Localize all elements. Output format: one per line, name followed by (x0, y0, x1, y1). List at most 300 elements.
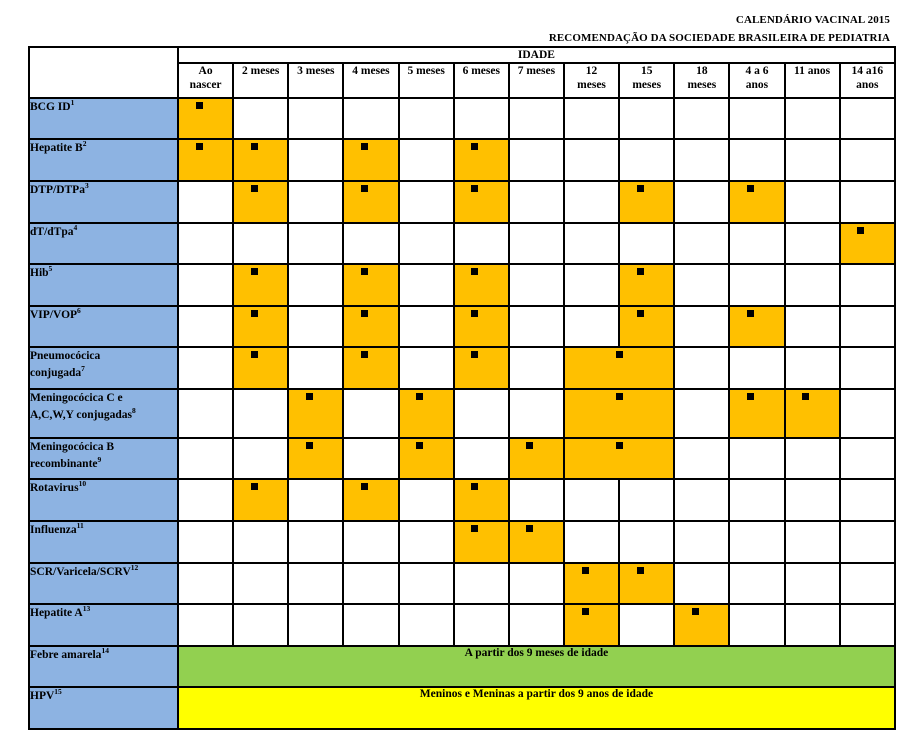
empty-cell (178, 604, 233, 646)
vaccine-row (29, 604, 895, 646)
empty-cell (233, 438, 288, 480)
dose-cell (288, 389, 343, 438)
vaccine-name-cell (29, 687, 178, 729)
empty-cell (178, 347, 233, 389)
dose-marker-icon (637, 268, 644, 275)
dose-cell (343, 479, 398, 521)
footnote-ref: 14 (101, 645, 109, 655)
empty-cell (509, 479, 564, 521)
empty-cell (399, 604, 454, 646)
empty-cell (178, 306, 233, 348)
dose-marker-icon (416, 393, 423, 400)
empty-cell (674, 98, 729, 140)
empty-cell (509, 139, 564, 181)
empty-cell (674, 223, 729, 265)
vaccine-row (29, 223, 895, 265)
empty-cell (674, 563, 729, 605)
empty-cell (454, 389, 509, 438)
dose-marker-icon (361, 351, 368, 358)
dose-marker-icon (361, 310, 368, 317)
empty-cell (343, 563, 398, 605)
empty-cell (288, 563, 343, 605)
vaccine-name-text: Influenza (30, 523, 77, 536)
empty-cell (785, 479, 840, 521)
age-label: 6 meses (462, 65, 500, 78)
page-subtitle: RECOMENDAÇÃO DA SOCIEDADE BRASILEIRA DE PEDIATRIA (548, 32, 890, 44)
empty-cell (288, 98, 343, 140)
footnote-ref: 9 (97, 454, 102, 464)
dose-marker-icon (802, 393, 809, 400)
vaccine-name-text: DTP/DTPa (30, 183, 85, 196)
dose-cell (233, 139, 288, 181)
dose-marker-icon (251, 185, 258, 192)
age-label: Ao (198, 65, 213, 78)
vaccine-row (29, 563, 895, 605)
age-header-cell (564, 63, 619, 98)
empty-cell (343, 223, 398, 265)
age-header-cell (454, 63, 509, 98)
dose-marker-icon (471, 143, 478, 150)
age-label: 5 meses (407, 65, 445, 78)
vaccine-name-cell (29, 646, 178, 688)
dose-cell (178, 98, 233, 140)
dose-marker-icon (471, 185, 478, 192)
age-header-cell (343, 63, 398, 98)
dose-cell (343, 264, 398, 306)
empty-cell (454, 563, 509, 605)
empty-cell (564, 264, 619, 306)
vaccine-name-text: recombinante (30, 457, 98, 470)
empty-cell (233, 389, 288, 438)
vaccine-name-cell (29, 438, 178, 480)
empty-cell (619, 521, 674, 563)
vaccine-name-cell (29, 347, 178, 389)
empty-cell (454, 223, 509, 265)
empty-cell (399, 479, 454, 521)
age-label: anos (745, 79, 769, 92)
vaccine-name-text: Meningocócica C e (30, 392, 123, 404)
dose-cell (785, 389, 840, 438)
age-header-cell (288, 63, 343, 98)
empty-cell (178, 563, 233, 605)
age-header-cell (509, 63, 564, 98)
vaccine-row (29, 347, 895, 389)
empty-cell (288, 223, 343, 265)
dose-marker-icon (306, 393, 313, 400)
age-header-cell (729, 63, 784, 98)
dose-cell (564, 438, 674, 480)
calendar-body (29, 47, 895, 729)
vaccine-name-text: dT/dTpa (30, 225, 74, 238)
empty-cell (840, 264, 895, 306)
empty-cell (840, 389, 895, 438)
empty-cell (454, 604, 509, 646)
empty-cell (399, 98, 454, 140)
footnote-ref: 10 (78, 479, 87, 489)
dose-cell (343, 181, 398, 223)
dose-marker-icon (637, 567, 644, 574)
dose-marker-icon (471, 525, 478, 532)
dose-cell (178, 139, 233, 181)
empty-cell (454, 438, 509, 480)
dose-marker-icon (471, 483, 478, 490)
empty-cell (233, 98, 288, 140)
age-range-band: Meninos e Meninas a partir dos 9 anos de idade (178, 687, 895, 729)
empty-cell (509, 223, 564, 265)
dose-cell (233, 181, 288, 223)
empty-cell (785, 139, 840, 181)
empty-cell (840, 521, 895, 563)
vaccine-row (29, 646, 895, 688)
vaccine-name-cell (29, 98, 178, 140)
dose-cell (288, 438, 343, 480)
empty-cell (178, 389, 233, 438)
vaccine-name-text: conjugada (30, 367, 82, 380)
empty-cell (343, 604, 398, 646)
age-range-band: A partir dos 9 meses de idade (178, 646, 895, 688)
vaccine-row (29, 438, 895, 480)
empty-cell (509, 306, 564, 348)
vaccine-name-cell (29, 389, 178, 438)
empty-cell (729, 347, 784, 389)
footnote-ref: 1 (70, 97, 75, 107)
dose-marker-icon (471, 351, 478, 358)
dose-cell (564, 347, 674, 389)
dose-cell (564, 563, 619, 605)
empty-cell (288, 139, 343, 181)
idade-header-row (29, 47, 895, 63)
vaccine-name-text: Rotavirus (30, 482, 79, 495)
empty-cell (785, 264, 840, 306)
age-label: 4 a 6 (745, 65, 769, 78)
empty-cell (288, 479, 343, 521)
age-label: 7 meses (517, 65, 556, 78)
vaccine-name-text: BCG ID (30, 100, 71, 113)
dose-marker-icon (361, 483, 368, 490)
vaccine-name-text: Febre amarela (30, 648, 102, 661)
dose-cell (399, 389, 454, 438)
age-header-cell (178, 63, 233, 98)
empty-cell (619, 98, 674, 140)
empty-cell (399, 521, 454, 563)
age-header-cell (674, 63, 729, 98)
empty-cell (674, 438, 729, 480)
empty-cell (509, 563, 564, 605)
empty-cell (729, 563, 784, 605)
dose-cell (454, 347, 509, 389)
empty-cell (674, 139, 729, 181)
dose-marker-icon (616, 393, 623, 400)
empty-cell (729, 98, 784, 140)
footnote-ref: 3 (84, 180, 89, 190)
dose-marker-icon (251, 310, 258, 317)
empty-cell (840, 306, 895, 348)
age-label: 18 (696, 65, 708, 78)
vaccine-name-cell (29, 604, 178, 646)
dose-cell (343, 347, 398, 389)
dose-cell (729, 306, 784, 348)
footnote-ref: 5 (48, 264, 53, 274)
dose-cell (564, 604, 619, 646)
dose-marker-icon (416, 442, 423, 449)
empty-cell (233, 521, 288, 563)
dose-marker-icon (251, 483, 258, 490)
vaccine-row (29, 306, 895, 348)
dose-marker-icon (471, 310, 478, 317)
age-label: meses (632, 79, 662, 92)
dose-cell (509, 521, 564, 563)
empty-cell (840, 563, 895, 605)
dose-cell (233, 347, 288, 389)
empty-cell (729, 139, 784, 181)
dose-cell (674, 604, 729, 646)
dose-cell (619, 306, 674, 348)
footnote-ref: 13 (82, 604, 91, 614)
vaccine-row (29, 181, 895, 223)
idade-header: IDADE (178, 47, 895, 63)
vaccine-name-text: Pneumocócica (30, 350, 101, 363)
empty-cell (785, 347, 840, 389)
empty-cell (785, 604, 840, 646)
dose-marker-icon (196, 143, 203, 150)
empty-cell (233, 223, 288, 265)
empty-cell (840, 604, 895, 646)
dose-marker-icon (361, 143, 368, 150)
vaccine-name-text: VIP/VOP (30, 308, 78, 321)
age-header-cell (233, 63, 288, 98)
empty-cell (288, 347, 343, 389)
dose-cell (233, 264, 288, 306)
empty-cell (785, 438, 840, 480)
age-label: 3 meses (297, 65, 335, 78)
dose-marker-icon (637, 185, 644, 192)
dose-cell (564, 389, 674, 438)
dose-cell (343, 139, 398, 181)
empty-cell (674, 264, 729, 306)
age-label: 14 a16 (851, 65, 884, 78)
empty-cell (509, 604, 564, 646)
dose-cell (233, 306, 288, 348)
dose-marker-icon (692, 608, 699, 615)
dose-cell (233, 479, 288, 521)
dose-marker-icon (526, 525, 533, 532)
footnote-ref: 6 (77, 305, 81, 315)
dose-cell (729, 389, 784, 438)
empty-cell (619, 479, 674, 521)
vaccine-row (29, 139, 895, 181)
age-label: 12 (585, 65, 598, 78)
age-header-cell (399, 63, 454, 98)
dose-marker-icon (616, 442, 623, 449)
dose-marker-icon (306, 442, 313, 449)
age-label: nascer (189, 79, 222, 92)
vaccine-row (29, 98, 895, 140)
vaccine-name-text: HPV (30, 690, 55, 703)
empty-cell (454, 98, 509, 140)
footnote-ref: 12 (130, 562, 139, 572)
vaccine-row (29, 521, 895, 563)
empty-cell (343, 389, 398, 438)
vaccine-name-text: Hib (30, 267, 49, 280)
empty-cell (399, 563, 454, 605)
empty-cell (343, 521, 398, 563)
vaccine-name-cell (29, 521, 178, 563)
dose-marker-icon (857, 227, 864, 234)
empty-cell (178, 521, 233, 563)
empty-cell (674, 306, 729, 348)
empty-cell (674, 389, 729, 438)
dose-cell (840, 223, 895, 265)
empty-cell (288, 521, 343, 563)
empty-cell (564, 223, 619, 265)
vaccine-name-text: SCR/Varicela/SCRV (30, 565, 131, 578)
empty-cell (343, 438, 398, 480)
empty-cell (509, 98, 564, 140)
empty-cell (619, 604, 674, 646)
empty-cell (840, 181, 895, 223)
footnote-ref: 15 (54, 687, 62, 697)
dose-cell (343, 306, 398, 348)
empty-cell (509, 181, 564, 223)
vaccine-row (29, 479, 895, 521)
empty-cell (785, 563, 840, 605)
age-label: 4 meses (352, 65, 390, 78)
empty-cell (674, 479, 729, 521)
vaccine-name-cell (29, 479, 178, 521)
vaccine-name-text: A,C,W,Y conjugadas (30, 409, 133, 421)
empty-cell (509, 264, 564, 306)
empty-cell (564, 139, 619, 181)
footnote-ref: 11 (76, 520, 84, 530)
empty-cell (729, 521, 784, 563)
empty-cell (840, 479, 895, 521)
dose-marker-icon (251, 351, 258, 358)
page-title: CALENDÁRIO VACINAL 2015 (735, 14, 890, 26)
footnote-ref: 2 (82, 139, 87, 149)
empty-cell (729, 223, 784, 265)
dose-cell (729, 181, 784, 223)
dose-cell (454, 521, 509, 563)
empty-cell (840, 139, 895, 181)
empty-cell (840, 347, 895, 389)
age-label: anos (856, 79, 879, 92)
age-label: 11 anos (794, 65, 831, 78)
empty-cell (399, 306, 454, 348)
empty-cell (564, 479, 619, 521)
empty-cell (564, 181, 619, 223)
empty-cell (399, 347, 454, 389)
vaccine-name-cell (29, 306, 178, 348)
empty-cell (619, 223, 674, 265)
empty-cell (178, 438, 233, 480)
dose-marker-icon (196, 102, 203, 109)
dose-cell (454, 264, 509, 306)
age-label: meses (577, 79, 606, 92)
empty-cell (288, 181, 343, 223)
empty-cell (785, 306, 840, 348)
empty-cell (509, 389, 564, 438)
vaccine-name-text: Hepatite A (30, 607, 83, 620)
vaccine-name-cell (29, 223, 178, 265)
empty-cell (178, 479, 233, 521)
dose-marker-icon (471, 268, 478, 275)
vaccine-name-cell (29, 264, 178, 306)
empty-cell (674, 181, 729, 223)
empty-cell (729, 264, 784, 306)
age-label: meses (687, 79, 717, 92)
dose-marker-icon (616, 351, 623, 358)
empty-cell (509, 347, 564, 389)
footnote-ref: 4 (73, 222, 78, 232)
empty-cell (399, 139, 454, 181)
dose-marker-icon (582, 567, 589, 574)
empty-cell (729, 438, 784, 480)
empty-cell (288, 604, 343, 646)
dose-marker-icon (251, 143, 258, 150)
age-header-cell (619, 63, 674, 98)
dose-marker-icon (582, 608, 589, 615)
age-label: 15 (640, 65, 653, 78)
dose-cell (619, 563, 674, 605)
vaccine-name-text: Hepatite B (30, 142, 83, 155)
empty-cell (674, 347, 729, 389)
dose-cell (399, 438, 454, 480)
dose-marker-icon (251, 268, 258, 275)
empty-cell (399, 264, 454, 306)
dose-marker-icon (747, 310, 754, 317)
dose-marker-icon (361, 185, 368, 192)
empty-cell (785, 98, 840, 140)
empty-cell (840, 98, 895, 140)
dose-marker-icon (361, 268, 368, 275)
empty-cell (233, 563, 288, 605)
dose-cell (509, 438, 564, 480)
vaccine-name-cell (29, 181, 178, 223)
vaccine-name-cell (29, 139, 178, 181)
vaccine-row (29, 687, 895, 729)
empty-cell (564, 306, 619, 348)
empty-cell (178, 181, 233, 223)
dose-cell (454, 306, 509, 348)
empty-cell (399, 181, 454, 223)
empty-cell (785, 223, 840, 265)
empty-cell (178, 264, 233, 306)
empty-cell (178, 223, 233, 265)
vaccine-name-cell (29, 563, 178, 605)
empty-cell (619, 139, 674, 181)
dose-cell (454, 181, 509, 223)
age-header-cell (840, 63, 895, 98)
age-label: 2 meses (242, 65, 280, 78)
footnote-ref: 8 (132, 406, 136, 415)
empty-cell (399, 223, 454, 265)
empty-cell (288, 264, 343, 306)
vaccine-row (29, 264, 895, 306)
dose-marker-icon (637, 310, 644, 317)
empty-cell (729, 479, 784, 521)
empty-cell (785, 181, 840, 223)
dose-cell (619, 181, 674, 223)
empty-cell (343, 98, 398, 140)
dose-cell (619, 264, 674, 306)
footnote-ref: 7 (81, 364, 85, 374)
empty-cell (674, 521, 729, 563)
dose-cell (454, 139, 509, 181)
vaccination-calendar-table (28, 46, 896, 730)
vaccine-name-text: Meningocócica B (30, 440, 114, 453)
empty-cell (840, 438, 895, 480)
empty-cell (729, 604, 784, 646)
